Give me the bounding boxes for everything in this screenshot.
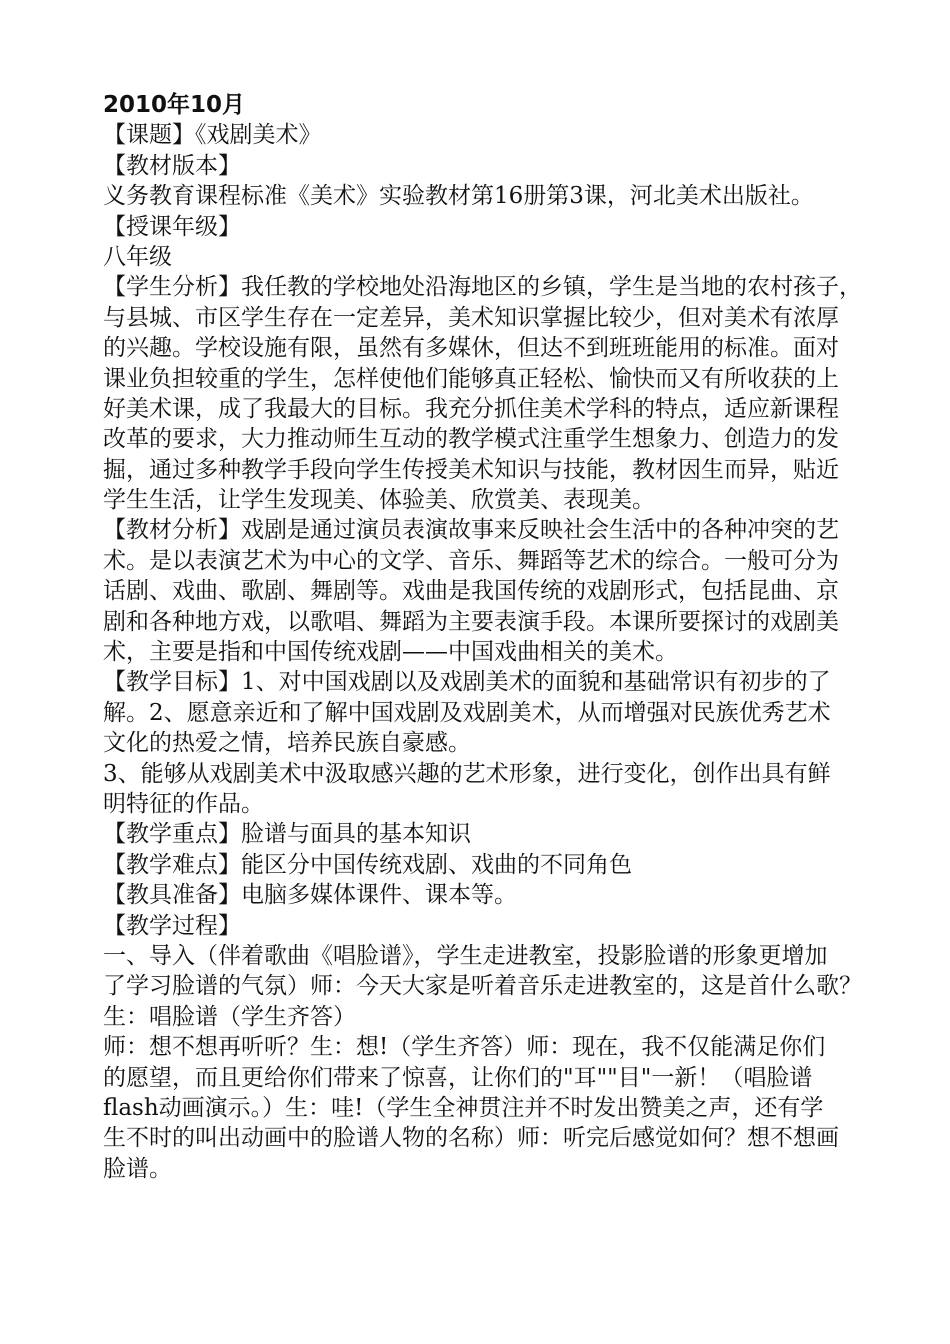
text-line: 解。2、愿意亲近和了解中国戏剧及戏剧美术，从而增强对民族优秀艺术 bbox=[103, 699, 831, 726]
text-line: 生：唱脸谱（学生齐答） bbox=[103, 1003, 356, 1030]
text-line: 3、能够从戏剧美术中汲取感兴趣的艺术形象，进行变化，创作出具有鲜 bbox=[103, 760, 831, 787]
text-line: 的愿望，而且更给你们带来了惊喜，让你们的"耳""目"一新！（唱脸谱 bbox=[103, 1064, 813, 1091]
text-line: 【教具准备】电脑多媒体课件、课本等。 bbox=[103, 882, 517, 909]
text-line: 【教学过程】 bbox=[103, 912, 241, 939]
text-line: 与县城、市区学生存在一定差异，美术知识掌握比较少，但对美术有浓厚 bbox=[103, 304, 839, 331]
text-line: 【教材版本】 bbox=[103, 152, 241, 179]
text-line: 【教学重点】脸谱与面具的基本知识 bbox=[103, 821, 471, 848]
text-line: 好美术课，成了我最大的目标。我充分抓住美术学科的特点，适应新课程 bbox=[103, 395, 839, 422]
text-line: 改革的要求，大力推动师生互动的教学模式注重学生想象力、创造力的发 bbox=[103, 426, 839, 453]
text-line: 脸谱。 bbox=[103, 1155, 172, 1182]
text-line: 剧和各种地方戏，以歌唱、舞蹈为主要表演手段。本课所要探讨的戏剧美 bbox=[103, 608, 839, 635]
text-line: 【学生分析】我任教的学校地处沿海地区的乡镇，学生是当地的农村孩子， bbox=[103, 274, 862, 301]
document-body bbox=[103, 90, 883, 1184]
text-line: 义务教育课程标准《美术》实验教材第16册第3课，河北美术出版社。 bbox=[103, 183, 814, 210]
text-line: 【课题】《戏剧美术》 bbox=[103, 122, 322, 149]
text-line: flash动画演示。）生：哇!（学生全神贯注并不时发出赞美之声，还有学 bbox=[103, 1094, 824, 1121]
text-line: 【授课年级】 bbox=[103, 213, 241, 240]
text-line: 【教学目标】1、对中国戏剧以及戏剧美术的面貌和基础常识有初步的了 bbox=[103, 669, 831, 696]
text-line: 一、导入（伴着歌曲《唱脸谱》，学生走进教室，投影脸谱的形象更增加 bbox=[103, 942, 828, 969]
text-line: 术。是以表演艺术为中心的文学、音乐、舞蹈等艺术的综合。一般可分为 bbox=[103, 547, 839, 574]
text-line: 明特征的作品。 bbox=[103, 790, 264, 817]
text-line: 学生生活，让学生发现美、体验美、欣赏美、表现美。 bbox=[103, 487, 655, 514]
text-line: 师：想不想再听听？生：想!（学生齐答）师：现在，我不仅能满足你们 bbox=[103, 1034, 826, 1061]
text-line: 的兴趣。学校设施有限，虽然有多媒休，但达不到班班能用的标准。面对 bbox=[103, 335, 839, 362]
text-line: 生不时的叫出动画中的脸谱人物的名称）师：听完后感觉如何？想不想画 bbox=[103, 1125, 839, 1152]
document-date: 2010年10月 bbox=[103, 92, 246, 118]
text-line: 了学习脸谱的气氛）师：今天大家是听着音乐走进教室的，这是首什么歌？ bbox=[103, 973, 862, 1000]
text-line: 课业负担较重的学生，怎样使他们能够真正轻松、愉快而又有所收获的上 bbox=[103, 365, 839, 392]
text-line: 八年级 bbox=[103, 243, 172, 270]
text-line: 话剧、戏曲、歌剧、舞剧等。戏曲是我国传统的戏剧形式，包括昆曲、京 bbox=[103, 578, 839, 605]
text-line: 【教学难点】能区分中国传统戏剧、戏曲的不同角色 bbox=[103, 851, 632, 878]
text-line: 掘，通过多种教学手段向学生传授美术知识与技能，教材因生而异，贴近 bbox=[103, 456, 839, 483]
text-line: 术，主要是指和中国传统戏剧——中国戏曲相关的美术。 bbox=[103, 639, 678, 666]
text-line: 文化的热爱之情，培养民族自豪感。 bbox=[103, 730, 471, 757]
text-line: 【教材分析】戏剧是通过演员表演故事来反映社会生活中的各种冲突的艺 bbox=[103, 517, 839, 544]
